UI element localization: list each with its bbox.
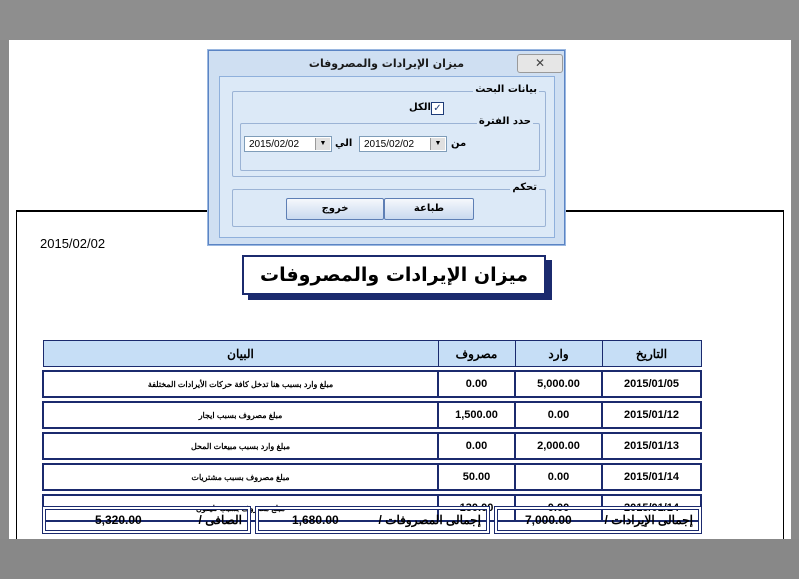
total-income-value: 7,000.00 [525,513,572,527]
cell-income: 5,000.00 [515,371,602,397]
table-row [43,371,701,397]
report-table [42,340,702,522]
total-income-box [494,506,702,534]
period-group-label: حدد الفترة [478,116,531,127]
column-header-expense: مصروف [438,341,515,367]
table-row [43,433,701,459]
column-header-date: التاريخ [602,341,701,367]
cell-date: 2015/01/14 [602,495,701,521]
cell-income: 0.00 [515,464,602,490]
viewer-bottom-background [0,539,799,579]
all-checkbox-label: الكل [409,102,431,113]
period-group [240,116,540,171]
dialog-body [219,76,555,238]
search-data-group [232,84,546,177]
cell-expense: 1,500.00 [438,402,515,428]
cell-date: 2015/01/05 [602,371,701,397]
report-title: ميزان الإيرادات والمصروفات [242,255,546,295]
cell-date: 2015/01/14 [602,464,701,490]
cell-expense: 0.00 [438,433,515,459]
table-header-row [43,341,701,367]
total-expense-label: إجمالى المصروفات / [378,513,481,527]
control-group [232,182,546,227]
exit-button[interactable]: خروج [286,198,384,220]
net-total-label: الصافى / [198,513,242,527]
total-expense-value: 1,680.00 [292,513,339,527]
cell-date: 2015/01/13 [602,433,701,459]
control-group-label: تحكم [512,182,537,193]
report-date: 2015/02/02 [40,236,106,251]
close-button[interactable]: ✕ [517,54,563,73]
to-date-dropdown-icon[interactable]: ▼ [315,138,330,150]
cell-expense: 50.00 [438,464,515,490]
to-date-value: 2015/02/02 [249,139,300,150]
from-label: من [451,138,467,149]
report-filter-dialog [208,50,565,245]
cell-description: مبلغ وارد بسبب هنا تدخل كافة حركات الأيرادات المختلفة [43,371,438,397]
total-expense-box [255,506,490,534]
from-date-picker[interactable] [359,136,447,152]
cell-expense: 130.00 [438,495,515,521]
cell-expense: 0.00 [438,371,515,397]
print-button[interactable]: طباعة [384,198,474,220]
cell-date: 2015/01/12 [602,402,701,428]
to-label: الي [335,138,353,149]
column-header-description: البيان [43,341,438,367]
net-total-box [42,506,251,534]
column-header-income: وارد [515,341,602,367]
net-total-value: 5,320.00 [95,513,142,527]
dialog-title: ميزان الإيرادات والمصروفات [308,57,465,70]
viewer-top-background [0,0,799,40]
cell-description: مبلغ مصروف بسبب ايجار [43,402,438,428]
cell-description: مبلغ وارد بسبب مبيعات المحل [43,433,438,459]
table-row [43,402,701,428]
all-checkbox[interactable]: ✓ [431,102,444,115]
cell-description: مبلغ مصروف بسبب مشتريات [43,464,438,490]
cell-income: 2,000.00 [515,433,602,459]
cell-income: 0.00 [515,495,602,521]
from-date-value: 2015/02/02 [364,139,415,150]
from-date-dropdown-icon[interactable]: ▼ [430,138,445,150]
search-group-label: بيانات البحث [475,84,537,95]
table-row [43,464,701,490]
to-date-picker[interactable] [244,136,332,152]
cell-income: 0.00 [515,402,602,428]
cell-description: مبلغ مصروف بسبب تليفون [43,495,438,521]
total-income-label: إجمالى الإيرادات / [604,513,693,527]
